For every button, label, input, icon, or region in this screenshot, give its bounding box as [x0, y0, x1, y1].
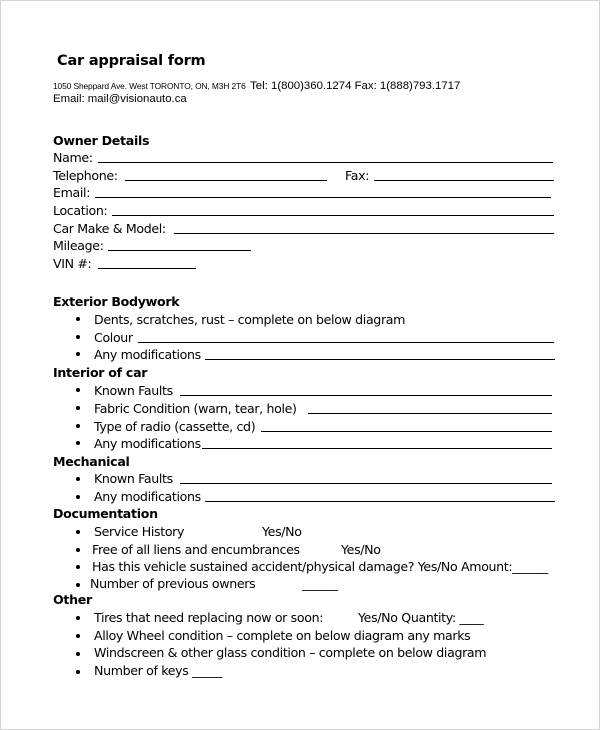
- bullet-icon: [76, 477, 80, 481]
- bullet-icon: [76, 317, 80, 321]
- interior-fabric-field[interactable]: [308, 413, 552, 414]
- interior-radio-field[interactable]: [261, 431, 552, 432]
- mileage-field[interactable]: [108, 250, 251, 251]
- location-field[interactable]: [112, 215, 554, 216]
- mechanical-known-faults-label: Known Faults: [94, 471, 173, 486]
- tires-label: Tires that need replacing now or soon:: [94, 610, 324, 625]
- section-heading-mechanical: Mechanical: [53, 454, 130, 469]
- bullet-icon: [76, 335, 80, 339]
- section-heading-exterior-bodywork: Exterior Bodywork: [53, 294, 180, 309]
- name-label: Name:: [53, 150, 93, 165]
- telephone-field[interactable]: [125, 180, 327, 181]
- contact-phone-fax: Tel: 1(800)360.1274 Fax: 1(888)793.1717: [250, 80, 461, 92]
- address-text: 1050 Sheppard Ave. West TORONTO, ON, M3H 2T6: [53, 81, 246, 91]
- bullet-icon: [76, 388, 80, 392]
- telephone-label: Telephone:: [53, 168, 118, 183]
- location-label: Location:: [53, 203, 108, 218]
- bullet-icon: [76, 548, 80, 552]
- section-heading-other: Other: [53, 592, 92, 607]
- car-make-model-field[interactable]: [174, 233, 554, 234]
- exterior-modifications-label: Any modifications: [94, 347, 201, 362]
- interior-modifications-label: Any modifications: [94, 436, 201, 451]
- form-title: Car appraisal form: [57, 53, 206, 69]
- email-field[interactable]: [95, 197, 551, 198]
- bullet-icon: [76, 495, 80, 499]
- bullet-icon: [76, 634, 80, 638]
- section-heading-documentation: Documentation: [53, 506, 158, 521]
- interior-known-faults-label: Known Faults: [94, 383, 173, 398]
- email-label: Email:: [53, 185, 91, 200]
- vin-label: VIN #:: [53, 256, 92, 271]
- bullet-icon: [76, 424, 80, 428]
- tires-yes-no-quantity[interactable]: Yes/No Quantity: ____: [358, 610, 484, 625]
- alloy-wheel-text: Alloy Wheel condition – complete on below diagram any marks: [94, 628, 471, 643]
- exterior-modifications-field[interactable]: [205, 359, 555, 360]
- accident-damage-question[interactable]: Has this vehicle sustained accident/physical damage? Yes/No Amount:______: [92, 559, 548, 574]
- car-make-model-label: Car Make & Model:: [53, 221, 166, 236]
- mechanical-modifications-field[interactable]: [205, 501, 555, 502]
- fax-field[interactable]: [374, 180, 554, 181]
- previous-owners-field[interactable]: ______: [302, 576, 338, 591]
- section-heading-owner-details: Owner Details: [53, 133, 150, 148]
- bullet-icon: [76, 352, 80, 356]
- exterior-colour-label: Colour: [94, 330, 133, 345]
- bullet-icon: [76, 583, 80, 587]
- liens-label: Free of all liens and encumbrances: [92, 542, 300, 557]
- number-of-keys-field[interactable]: Number of keys _____: [94, 663, 222, 678]
- exterior-dents-text: Dents, scratches, rust – complete on below diagram: [94, 312, 406, 327]
- liens-yes-no[interactable]: Yes/No: [341, 542, 381, 557]
- previous-owners-label: Number of previous owners: [90, 576, 256, 591]
- service-history-yes-no[interactable]: Yes/No: [262, 524, 302, 539]
- windscreen-text: Windscreen & other glass condition – complete on below diagram: [94, 645, 487, 660]
- bullet-icon: [76, 652, 80, 656]
- bullet-icon: [76, 670, 80, 674]
- mechanical-known-faults-field[interactable]: [180, 483, 552, 484]
- interior-radio-label: Type of radio (cassette, cd): [94, 419, 256, 434]
- exterior-colour-field[interactable]: [138, 342, 554, 343]
- interior-fabric-label: Fabric Condition (warn, tear, hole): [94, 401, 297, 416]
- bullet-icon: [76, 441, 80, 445]
- contact-email: Email: mail@visionauto.ca: [53, 93, 187, 105]
- bullet-icon: [76, 530, 80, 534]
- name-field[interactable]: [98, 162, 553, 163]
- mechanical-modifications-label: Any modifications: [94, 489, 201, 504]
- interior-modifications-field[interactable]: [202, 448, 552, 449]
- bullet-icon: [76, 616, 80, 620]
- service-history-label: Service History: [94, 524, 185, 539]
- address-line: [53, 76, 460, 94]
- fax-label: Fax:: [345, 168, 370, 183]
- bullet-icon: [76, 565, 80, 569]
- bullet-icon: [76, 406, 80, 410]
- vin-field[interactable]: [98, 268, 196, 269]
- section-heading-interior: Interior of car: [53, 365, 148, 380]
- mileage-label: Mileage:: [53, 238, 104, 253]
- interior-known-faults-field[interactable]: [180, 395, 552, 396]
